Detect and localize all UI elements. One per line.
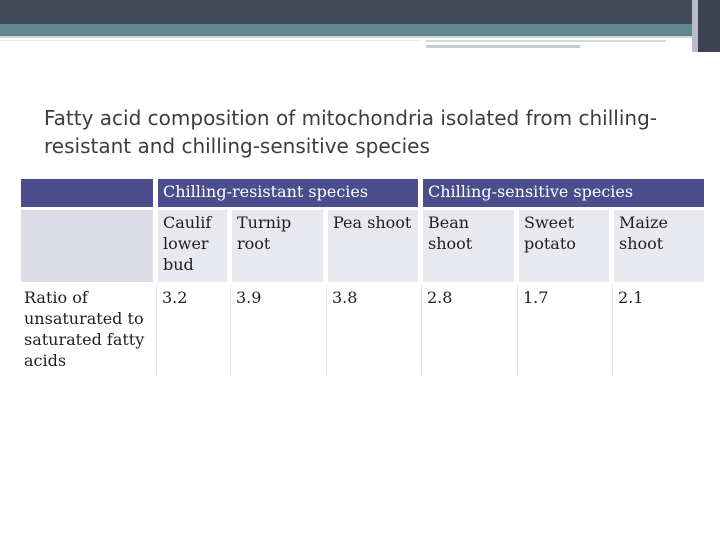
column-header: Pea shoot — [326, 210, 418, 282]
column-header: Bean shoot — [421, 210, 514, 282]
column-header: Turnip root — [230, 210, 323, 282]
decorative-rule — [0, 40, 420, 41]
slide-title: Fatty acid composition of mitochondria isolated from chilling-resistant and chilling-sensitive species — [44, 106, 657, 158]
table-cell: 2.8 — [421, 285, 514, 375]
table-cell: 2.1 — [612, 285, 704, 375]
group-header-sensitive: Chilling-sensitive species — [421, 179, 704, 207]
table-cell: 3.8 — [326, 285, 418, 375]
column-header: Maize shoot — [612, 210, 704, 282]
table-column-header-row — [19, 210, 704, 282]
column-header: Sweet potato — [517, 210, 609, 282]
table-cell: 3.2 — [156, 285, 227, 375]
table-cell: 3.9 — [230, 285, 323, 375]
decorative-rule — [426, 45, 580, 48]
decorative-rule — [426, 40, 666, 42]
group-header-resistant: Chilling-resistant species — [156, 179, 418, 207]
row-label: Ratio of unsaturated to saturated fatty acids — [19, 285, 153, 375]
column-header: Caulif lower bud — [156, 210, 227, 282]
table-row — [19, 285, 704, 375]
table-cell: 1.7 — [517, 285, 609, 375]
fatty-acid-table — [16, 176, 707, 378]
table-corner-cell — [19, 179, 153, 207]
table-group-header-row — [19, 179, 704, 207]
decorative-rule — [0, 36, 692, 38]
top-banner-stripe — [0, 24, 720, 36]
corner-accent — [692, 0, 720, 52]
table-blank-cell — [19, 210, 153, 282]
top-banner — [0, 0, 720, 24]
